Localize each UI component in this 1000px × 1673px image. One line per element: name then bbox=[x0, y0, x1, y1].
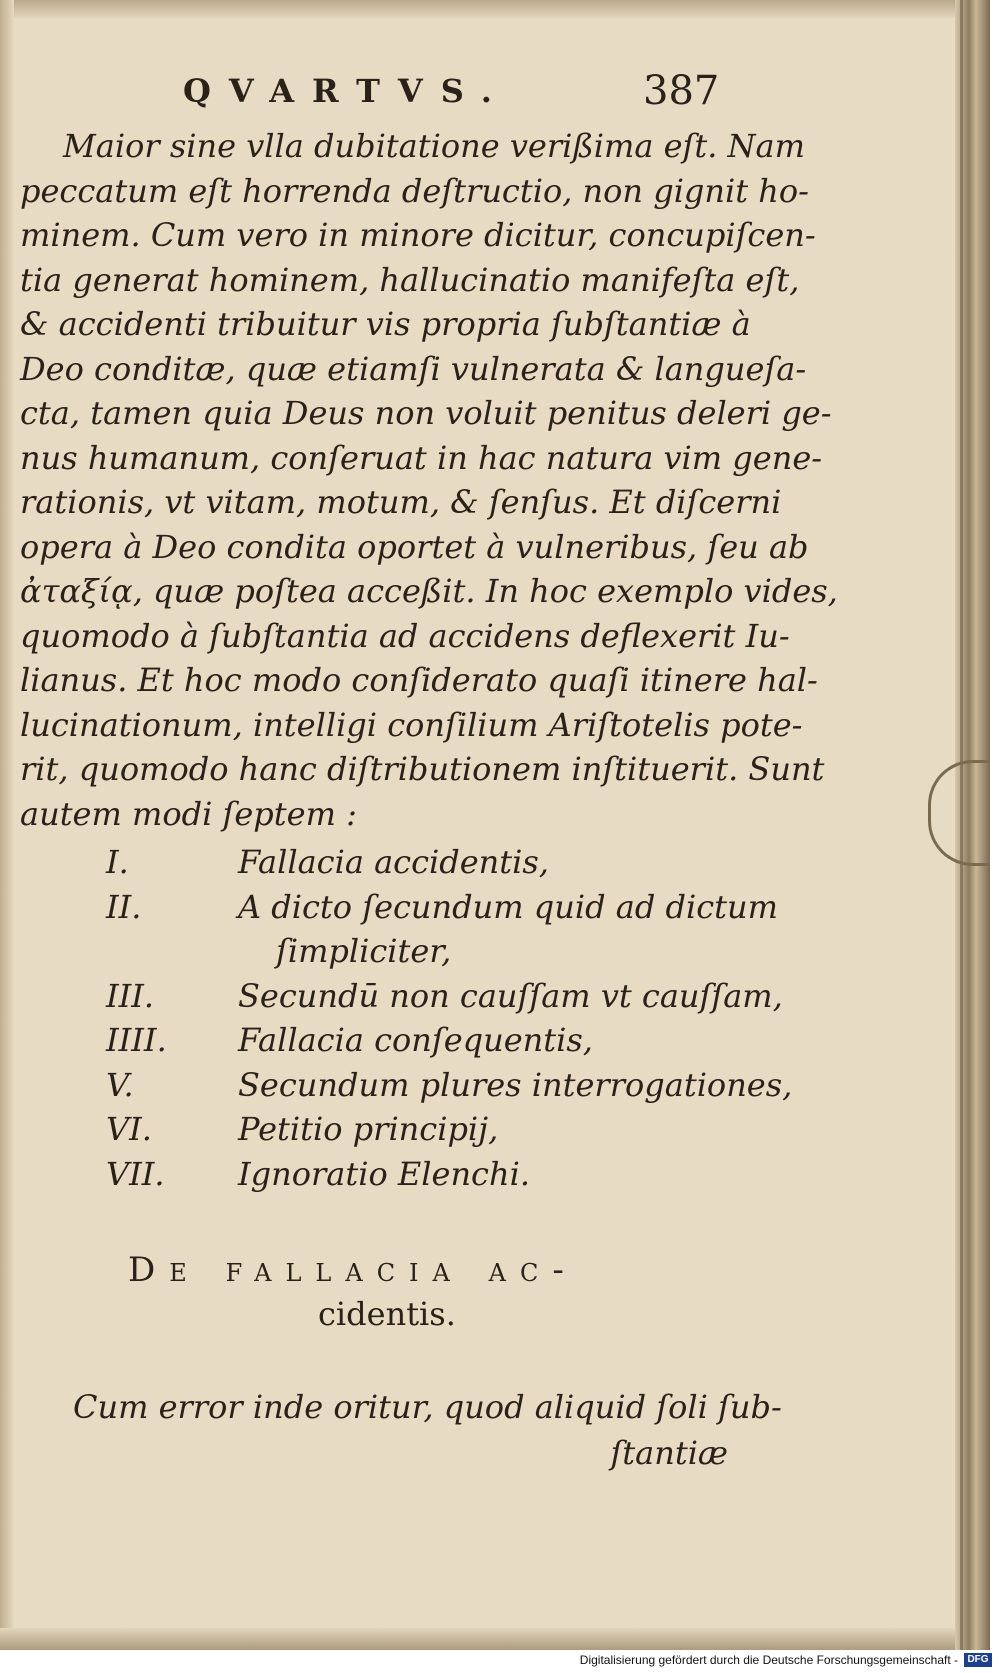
text-line: Cum error inde oritur, quod aliquid ſoli ſub- bbox=[73, 1388, 782, 1426]
text-line: Deo conditæ, quæ etiamſi vulnerata & langueſa- bbox=[20, 349, 807, 388]
text-line: autem modi ſeptem : bbox=[20, 794, 357, 833]
text-line: opera à Deo condita oportet à vulneribus, ſeu ab bbox=[20, 527, 809, 566]
catchword: ſtantiæ bbox=[610, 1434, 728, 1472]
mode-numeral: II. bbox=[106, 887, 142, 926]
footer-bar bbox=[0, 1650, 1000, 1673]
text-line: peccatum eſt horrenda deſtructio, non gignit ho- bbox=[20, 171, 809, 210]
section-heading: De fallacia ac- bbox=[128, 1250, 578, 1290]
scan-edge-top bbox=[0, 0, 990, 18]
mode-numeral: V. bbox=[106, 1065, 134, 1104]
mode-text: A dicto ſecundum quid ad dictum bbox=[238, 887, 778, 926]
list-item bbox=[18, 1152, 758, 1197]
dfg-logo: DFG bbox=[964, 1653, 992, 1667]
mode-numeral: VII. bbox=[106, 1154, 165, 1193]
body-paragraph bbox=[18, 124, 838, 836]
mode-text: Secundū non cauſſam vt cauſſam, bbox=[238, 976, 783, 1015]
text-line: Maior sine vlla dubitatione verißima eſt. Nam bbox=[63, 127, 805, 165]
closing-paragraph bbox=[18, 1384, 782, 1476]
text-line: quomodo à ſubſtantia ad accidens deflexerit Iu- bbox=[20, 616, 790, 655]
text-line: rationis, vt vitam, motum, & ſenſus. Et diſcerni bbox=[20, 483, 782, 521]
mode-numeral: I. bbox=[106, 843, 129, 881]
text-line: lianus. Et hoc modo conſiderato quaſi itinere hal- bbox=[20, 661, 818, 699]
text-line: lucinationum, intelligi conſilium Ariſtotelis pote- bbox=[20, 705, 803, 744]
list-item bbox=[18, 974, 783, 1019]
page-number: 387 bbox=[643, 68, 720, 114]
list-item-continuation bbox=[18, 929, 758, 974]
mode-text: Secundum plures interrogationes, bbox=[238, 1065, 793, 1104]
mode-text: Fallacia accidentis, bbox=[238, 843, 549, 881]
page-clip-mark bbox=[928, 760, 990, 866]
list-item bbox=[18, 885, 778, 930]
text-line: rit, quomodo hanc diſtributionem inſtituerit. Sunt bbox=[20, 750, 825, 788]
list-item bbox=[18, 1018, 758, 1063]
text-line: tia generat hominem, hallucinatio manifeſta eſt, bbox=[20, 260, 800, 299]
fallacy-modes-list bbox=[18, 840, 793, 1196]
running-head-title: QVARTVS. bbox=[183, 72, 510, 110]
mode-numeral: IIII. bbox=[106, 1021, 167, 1059]
scan-edge-left bbox=[0, 0, 14, 1650]
list-item bbox=[18, 840, 758, 885]
mode-text: Fallacia conſequentis, bbox=[238, 1021, 593, 1059]
page-content bbox=[18, 60, 838, 1476]
text-line: cta, tamen quia Deus non voluit penitus deleri ge- bbox=[20, 394, 832, 432]
list-item bbox=[18, 1063, 793, 1108]
section-heading-continuation: cidentis. bbox=[318, 1295, 456, 1333]
text-line: minem. Cum vero in minore dicitur, concupiſcen- bbox=[20, 216, 816, 254]
text-line: nus humanum, conſeruat in hac natura vim gene- bbox=[20, 438, 823, 477]
scan-edge-bottom bbox=[0, 1628, 990, 1650]
running-head bbox=[18, 60, 758, 120]
list-item bbox=[18, 1107, 758, 1152]
text-line: ἀταξίᾳ, quæ poſtea acceßit. In hoc exemplo vides, bbox=[20, 572, 838, 610]
mode-numeral: III. bbox=[106, 976, 155, 1015]
funding-credit: Digitalisierung gefördert durch die Deutsche Forschungsgemeinschaft - bbox=[579, 1653, 958, 1667]
mode-text: Ignoratio Elenchi. bbox=[238, 1154, 530, 1193]
text-line: & accidenti tribuitur vis propria ſubſtantiæ à bbox=[20, 305, 751, 343]
mode-numeral: VI. bbox=[106, 1110, 152, 1148]
mode-text-continuation: ſimpliciter, bbox=[276, 932, 452, 970]
mode-text: Petitio principij, bbox=[238, 1110, 499, 1148]
